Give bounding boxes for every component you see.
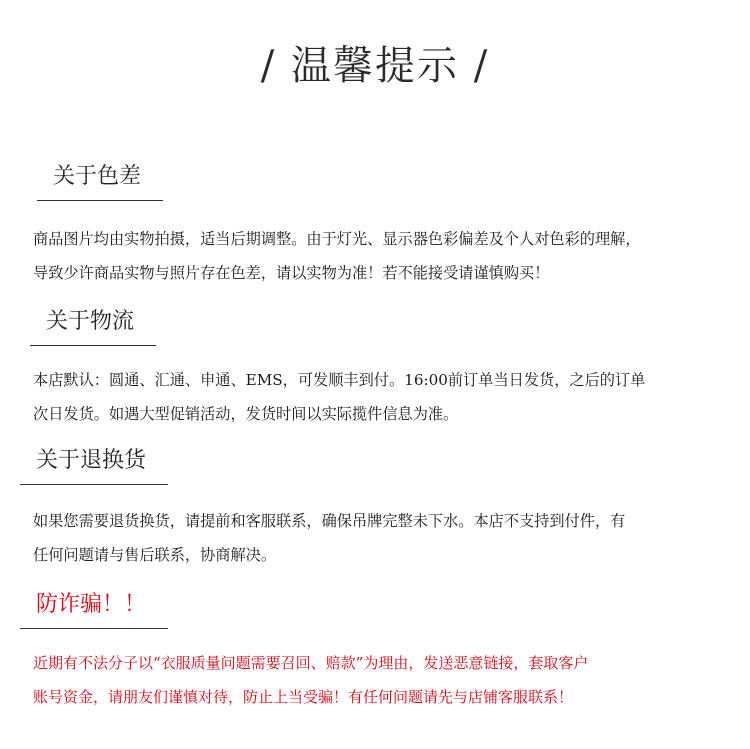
paragraph-line: 商品图片均由实物拍摄，适当后期调整。由于灯光、显示器色彩偏差及个人对色彩的理解，: [33, 230, 641, 248]
section-heading-logistics: 关于物流: [30, 307, 156, 346]
paragraph-line: 任何问题请与售后联系，协商解决。: [33, 546, 276, 564]
page-title: / 温馨提示 /: [260, 43, 490, 89]
paragraph-color-difference: [33, 222, 745, 290]
paragraph-anti-fraud: [33, 646, 745, 714]
paragraph-line: 如果您需要退货换货，请提前和客服联系，确保吊牌完整未下水。本店不支持到付件，有: [33, 512, 626, 530]
paragraph-logistics: [33, 363, 745, 431]
section-heading-color-difference: 关于色差: [37, 162, 163, 201]
paragraph-line: 次日发货。如遇大型促销活动，发货时间以实际揽件信息为准。: [33, 405, 459, 423]
section-heading-anti-fraud: 防诈骗！！: [20, 590, 168, 629]
paragraph-line: 账号资金，请朋友们谨慎对待，防止上当受骗！有任何问题请先与店铺客服联系！: [33, 688, 574, 706]
section-heading-returns: 关于退换货: [20, 446, 168, 485]
paragraph-line: 导致少许商品实物与照片存在色差，请以实物为准！若不能接受请谨慎购买！: [33, 264, 550, 282]
paragraph-returns: [33, 504, 745, 572]
paragraph-line: 近期有不法分子以“衣服质量问题需要召回、赔款”为理由，发送恶意链接，套取客户: [33, 654, 589, 672]
paragraph-line: 本店默认：圆通、汇通、申通、EMS，可发顺丰到付。16:00前订单当日发货，之后的订单: [33, 371, 646, 389]
